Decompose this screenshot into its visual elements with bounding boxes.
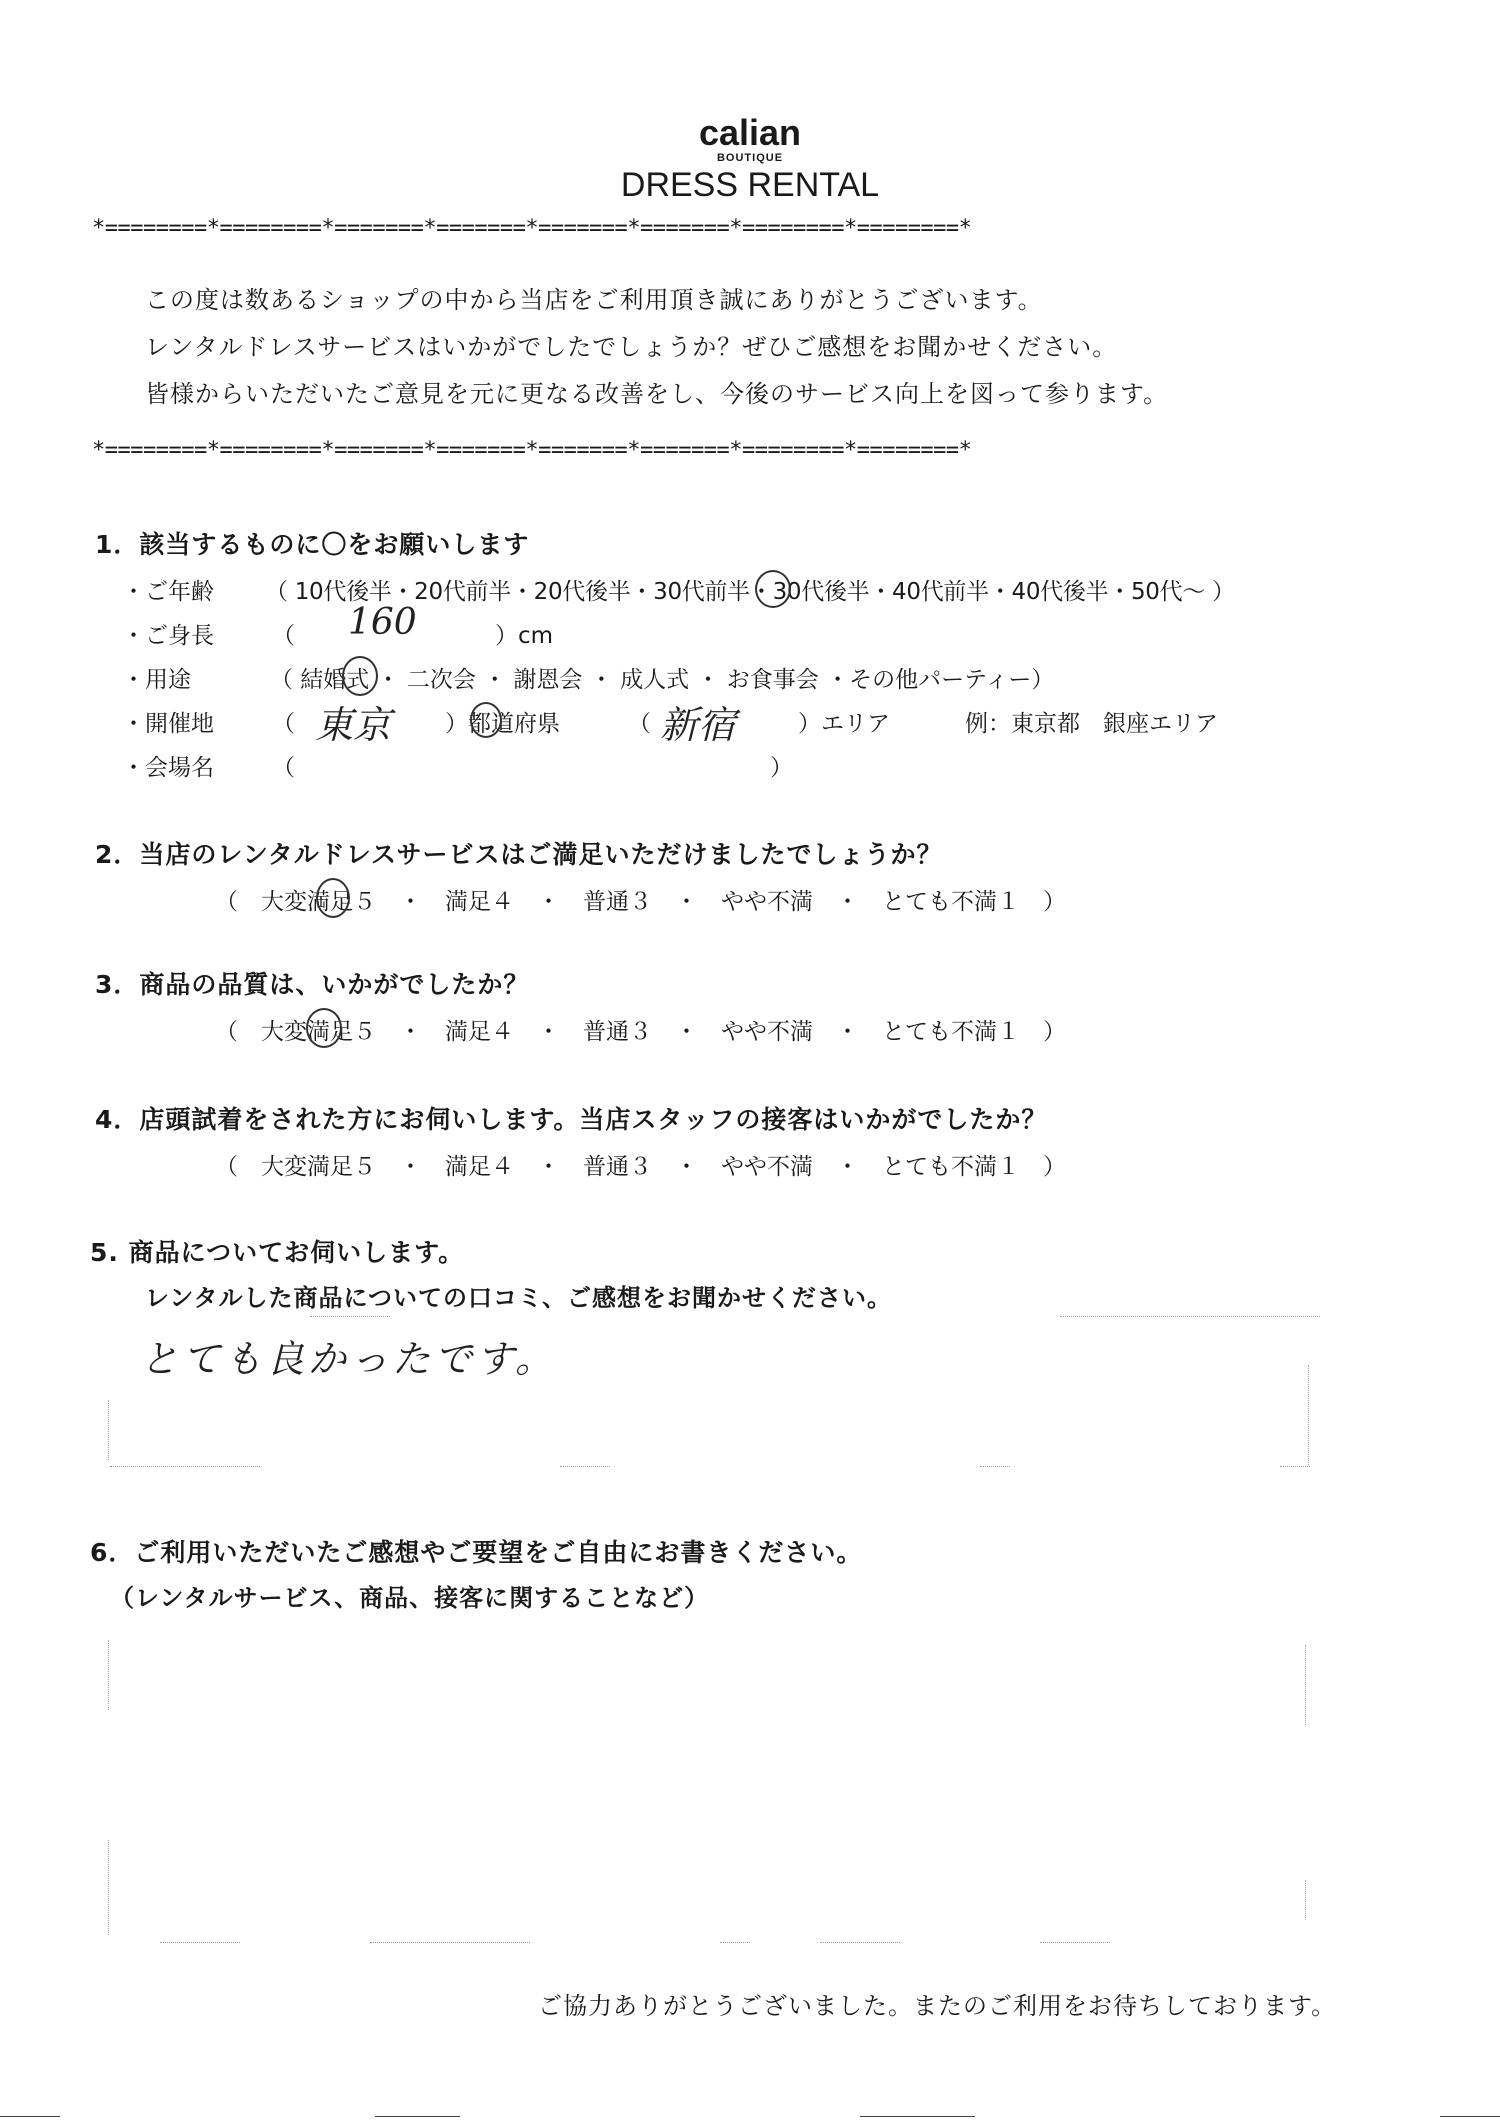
venue-name-label: ・会場名 xyxy=(122,755,214,781)
area-value[interactable]: 新宿 xyxy=(660,703,737,747)
q6-scan-mark xyxy=(108,1840,109,1935)
brand-name: calian xyxy=(698,112,802,153)
separator-top: *========*========*=======*=======*=======*=======*========*========* xyxy=(92,216,972,241)
q3-title: 3．商品の品質は、いかがでしたか？ xyxy=(95,970,530,999)
venue-name-field[interactable] xyxy=(300,749,770,779)
purpose-label: ・用途 xyxy=(122,667,191,693)
venue-name-close: ） xyxy=(770,755,793,781)
intro-line-2: レンタルドレスサービスはいかがでしたでしょうか？ぜひご感想をお聞かせください。 xyxy=(145,333,1118,361)
venue-name-open: （ xyxy=(272,755,295,781)
intro-line-3: 皆様からいただいたご意見を元に更なる改善をし、今後のサービス向上を図って参ります。 xyxy=(145,380,1169,408)
q5-scan-mark xyxy=(1060,1316,1320,1317)
q6-scan-mark xyxy=(370,1942,530,1943)
prefecture-selected-circle xyxy=(470,702,502,738)
purpose-selected-circle xyxy=(342,656,378,696)
q5-answer[interactable]: とても良かったです。 xyxy=(140,1337,557,1381)
q6-scan-mark xyxy=(820,1942,900,1943)
q4-options[interactable]: （ 大変満足５ ・ 満足４ ・ 普通３ ・ やや不満 ・ とても不満１ ） xyxy=(215,1154,1066,1180)
q5-title: 5. 商品についてお伺いします。 xyxy=(90,1238,465,1267)
prefecture-open: （ xyxy=(272,711,295,737)
q4-title: 4．店頭試着をされた方にお伺いします。当店スタッフの接客はいかがでしたか？ xyxy=(95,1105,1048,1134)
q3-options[interactable]: （ 大変満足５ ・ 満足４ ・ 普通３ ・ やや不満 ・ とても不満１ ） xyxy=(215,1019,1066,1045)
height-label: ・ご身長 xyxy=(122,623,214,649)
q6-subtitle: （レンタルサービス、商品、接客に関することなど） xyxy=(110,1584,710,1612)
height-value[interactable]: 160 xyxy=(348,602,417,643)
q6-title: 6．ご利用いただいたご感想やご要望をご自由にお書きください。 xyxy=(90,1538,863,1567)
area-suffix: ）エリア xyxy=(798,711,890,737)
prefecture-value[interactable]: 東京 xyxy=(315,703,392,747)
area-example: 例：東京都 銀座エリア xyxy=(965,711,1218,737)
prefecture-suffix: ）都道府県 xyxy=(445,711,560,737)
q2-selected-circle xyxy=(316,878,350,918)
footer-line xyxy=(375,2116,460,2117)
footer-line xyxy=(0,2116,60,2117)
height-unit: ）cm xyxy=(495,623,554,649)
intro-line-1: この度は数あるショップの中から当店をご利用頂き誠にありがとうございます。 xyxy=(145,286,1043,314)
age-options[interactable]: （ 10代後半・20代前半・20代後半・30代前半・30代後半・40代前半・40代後半・50代～ ） xyxy=(265,579,1235,605)
q5-subtitle: レンタルした商品についての口コミ、ご感想をお聞かせください。 xyxy=(145,1284,892,1312)
q5-scan-mark xyxy=(310,1316,390,1317)
q5-scan-mark xyxy=(1308,1365,1309,1465)
q2-options[interactable]: （ 大変満足５ ・ 満足４ ・ 普通３ ・ やや不満 ・ とても不満１ ） xyxy=(215,889,1066,915)
footer-line xyxy=(860,2116,975,2117)
q6-answer-area[interactable] xyxy=(110,1625,1300,1935)
brand-title: DRESS RENTAL xyxy=(620,166,880,204)
age-label: ・ご年齢 xyxy=(122,579,214,605)
purpose-options[interactable]: （ 結婚式 ・ 二次会 ・ 謝恩会 ・ 成人式 ・ お食事会 ・その他パーティー） xyxy=(270,667,1055,693)
q3-selected-circle xyxy=(306,1008,342,1048)
height-open: （ xyxy=(272,623,295,649)
q6-scan-mark xyxy=(108,1640,109,1710)
venue-area-label: ・開催地 xyxy=(122,711,214,737)
q6-scan-mark xyxy=(720,1942,750,1943)
q5-scan-mark xyxy=(560,1466,610,1467)
q2-title: 2．当店のレンタルドレスサービスはご満足いただけましたでしょうか？ xyxy=(95,840,943,869)
closing-message: ご協力ありがとうございました。またのご利用をお待ちしております。 xyxy=(538,1992,1337,2020)
separator-bottom: *========*========*=======*=======*=======*=======*========*========* xyxy=(92,438,972,463)
footer-line xyxy=(1440,2116,1500,2117)
q6-scan-mark xyxy=(160,1942,240,1943)
q5-scan-mark xyxy=(1280,1466,1310,1467)
q5-scan-mark xyxy=(110,1466,260,1467)
q6-scan-mark xyxy=(1040,1942,1110,1943)
age-selected-circle xyxy=(755,570,791,608)
q1-title: 1．該当するものに〇をお願いします xyxy=(95,530,530,559)
q5-scan-mark xyxy=(980,1466,1010,1467)
area-open: （ xyxy=(628,711,651,737)
q5-scan-mark xyxy=(108,1400,109,1460)
q6-scan-mark xyxy=(1305,1645,1306,1725)
brand-sub: BOUTIQUE xyxy=(716,152,784,164)
q6-scan-mark xyxy=(1305,1880,1306,1920)
